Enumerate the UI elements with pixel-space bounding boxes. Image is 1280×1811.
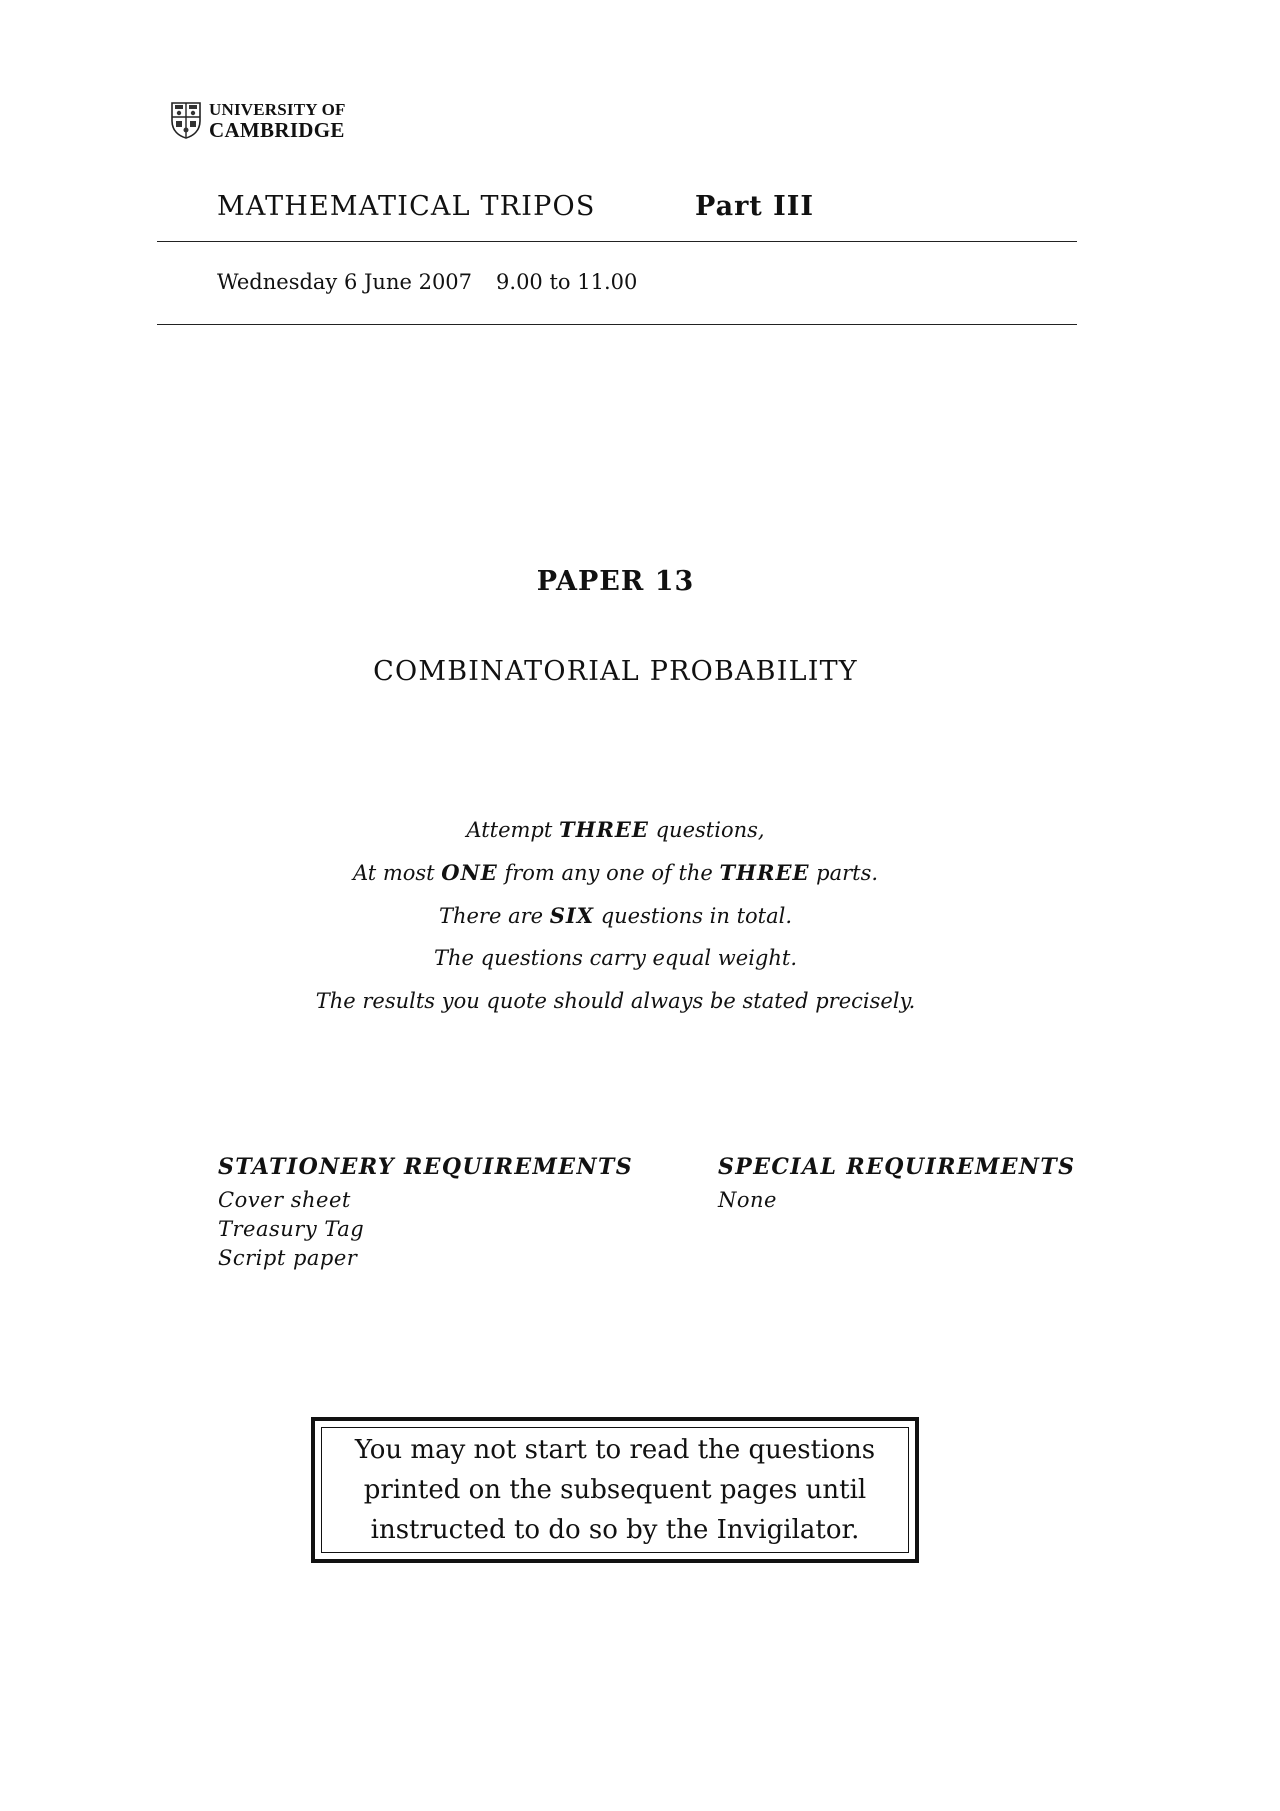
instruction-line: At most ONE from any one of the THREE parts.: [352, 860, 879, 885]
instruction-line: The results you quote should always be stated precisely.: [315, 989, 916, 1013]
stationery-item: Treasury Tag: [218, 1217, 365, 1241]
exam-datetime: [217, 270, 637, 294]
special-requirements: [718, 1154, 1075, 1215]
stationery-item: Cover sheet: [218, 1188, 351, 1212]
special-item: None: [718, 1188, 777, 1212]
notice-line: You may not start to read the questions: [354, 1435, 876, 1465]
exam-part: Part III: [695, 191, 815, 222]
special-title: SPECIAL REQUIREMENTS: [718, 1154, 1076, 1180]
logo-line-2: CAMBRIDGE: [209, 118, 345, 142]
instructions: [0, 808, 1231, 1023]
instruction-line: The questions carry equal weight.: [434, 946, 797, 970]
cambridge-crest-icon: [171, 101, 201, 139]
university-logo: [171, 100, 346, 140]
notice-line: instructed to do so by the Invigilator.: [370, 1515, 860, 1545]
exam-time: 9.00 to 11.00: [496, 270, 638, 294]
stationery-requirements: [218, 1154, 633, 1273]
exam-date: Wednesday 6 June 2007: [217, 270, 473, 294]
header-rule-top: [157, 241, 1077, 242]
paper-subject: COMBINATORIAL PROBABILITY: [373, 656, 858, 687]
notice-line: printed on the subsequent pages until: [363, 1475, 867, 1505]
invigilator-notice: [311, 1417, 919, 1563]
exam-title: MATHEMATICAL TRIPOS: [217, 191, 596, 222]
instruction-line: There are SIX questions in total.: [438, 903, 793, 928]
header-rule-bottom: [157, 324, 1077, 325]
stationery-title: STATIONERY REQUIREMENTS: [218, 1154, 634, 1180]
logo-line-1: UNIVERSITY OF: [209, 100, 346, 119]
stationery-item: Script paper: [218, 1246, 358, 1270]
paper-number: PAPER 13: [536, 566, 695, 597]
instruction-line: Attempt THREE questions,: [466, 817, 765, 842]
